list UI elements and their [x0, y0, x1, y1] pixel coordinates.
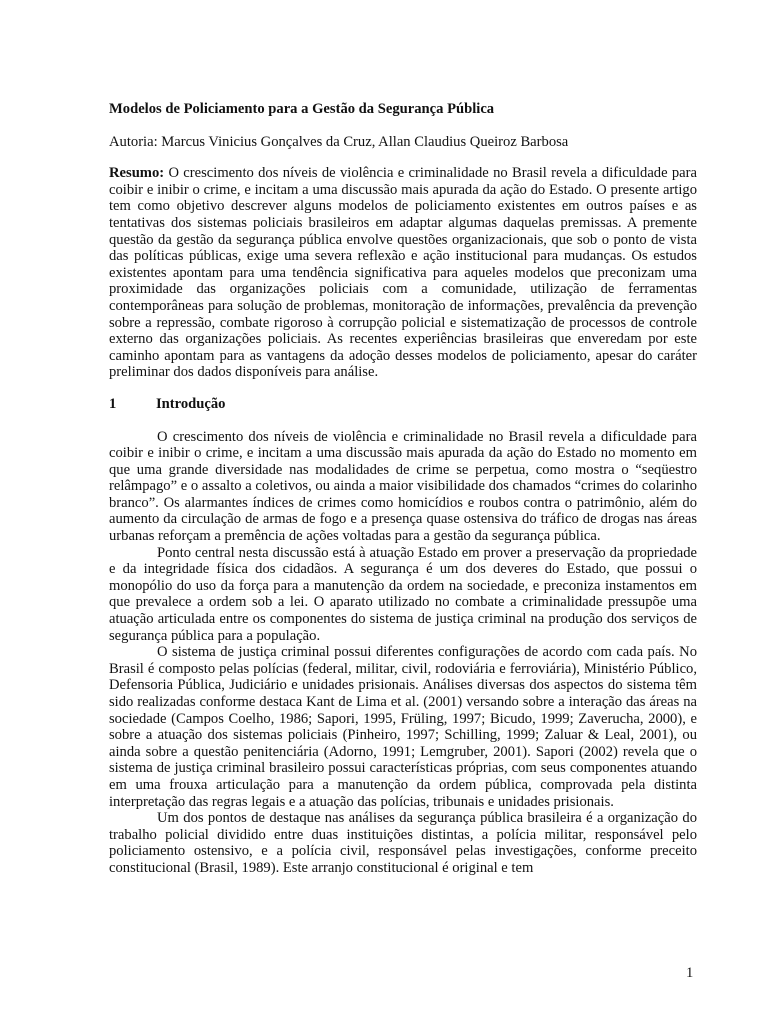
body-paragraph: Ponto central nesta discussão está à atuação Estado em prover a preservação da propriedade e da integridade física dos cidadãos. A segurança é um dos deveres do Estado, que possui o monopólio do uso da força para a manutenção da ordem na sociedade, e preconiza instamentos em que prevalece a ordem sob a lei. O aparato utilizado no combate a criminalidade pressupõe uma atuação articulada entre os componentes do sistema de justiça criminal na produção dos serviços de segurança pública para a população.	[109, 544, 697, 644]
abstract-text: O crescimento dos níveis de violência e criminalidade no Brasil revela a dificuldade para coibir e inibir o crime, e incitam a uma discussão mais apurada da ação do Estado. O presente artigo tem como objetivo descrever alguns modelos de policiamento existentes em outros países e as tentativas dos sistemas policiais brasileiros em adaptar algumas daquelas premissas. A premente questão da gestão da segurança pública envolve questões organizacionais, que sob o ponto de vista das políticas públicas, exige uma severa reflexão e ação institucional para mudanças. Os estudos existentes apontam para uma tendência significativa para aqueles modelos que preconizam uma proximidade das organizações policiais com a comunidade, utilização de ferramentas contemporâneas para solução de problemas, monitoração de informações, prevalência da prevenção sobre a repressão, combate rigoroso à corrupção policial e sistematização de processos de controle externo das organizações policiais. As recentes experiências brasileiras que enveredam por este caminho apontam para as vantagens da adoção desses modelos de policiamento, apesar do caráter preliminar dos dados disponíveis para análise.	[109, 165, 697, 381]
paper-abstract	[109, 165, 697, 381]
paper-authors: Autoria: Marcus Vinicius Gonçalves da Cruz, Allan Claudius Queiroz Barbosa	[109, 133, 569, 150]
page-number: 1	[686, 965, 694, 981]
paper-title: Modelos de Policiamento para a Gestão da Segurança Pública	[109, 101, 495, 117]
body-paragraph: O crescimento dos níveis de violência e criminalidade no Brasil revela a dificuldade para coibir e inibir o crime, e incitam a uma discussão mais apurada da ação do Estado no momento em que uma grande diversidade nas modalidades de crime se perpetua, como mostra o “seqüestro relâmpago” e o assalto a coletivos, ou ainda a maior visibilidade dos chamados “crimes do colarinho branco”. Os alarmantes índices de crimes como homicídios e roubos contra o patrimônio, além do aumento da circulação de armas de fogo e a presença quase ostensiva do tráfico de drogas nas áreas urbanas reforçam a premência de ações voltadas para a gestão da segurança pública.	[109, 428, 697, 545]
document-body	[109, 101, 697, 877]
abstract-label: Resumo:	[109, 165, 165, 182]
body-paragraph: Um dos pontos de destaque nas análises da segurança pública brasileira é a organização do trabalho policial dividido entre duas instituições distintas, a polícia militar, responsável pelo policiamento ostensivo, e a polícia civil, responsável pelas investigações, conforme preceito constitucional (Brasil, 1989). Este arranjo constitucional é original e tem	[109, 810, 697, 876]
body-paragraph: O sistema de justiça criminal possui diferentes configurações de acordo com cada país. No Brasil é composto pelas polícias (federal, militar, civil, rodoviária e ferroviária), Ministério Público, Defensoria Pública, Judiciário e unidades prisionais. Análises diversas dos aspectos do sistema têm sido realizadas conforme destaca Kant de Lima et al. (2001) versando sobre a interação das áreas na sociedade (Campos Coelho, 1986; Sapori, 1995, Früling, 1997; Bicudo, 1999; Zaverucha, 2000), e sobre a atuação dos sistemas policiais (Pinheiro, 1997; Schilling, 1999; Zaluar & Leal, 2001), ou ainda sobre a questão penitenciária (Adorno, 1991; Lemgruber, 2001). Sapori (2002) revela que o sistema de justiça criminal brasileiro possui características próprias, com seus componentes atuando em uma frouxa articulação para a manutenção da ordem pública, comprovada pela distinta interpretação das regras legais e a atuação das polícias, tribunais e unidades prisionais.	[109, 644, 697, 810]
section-title: Introdução	[156, 395, 226, 412]
section-heading	[109, 396, 697, 413]
section-number: 1	[109, 395, 117, 412]
